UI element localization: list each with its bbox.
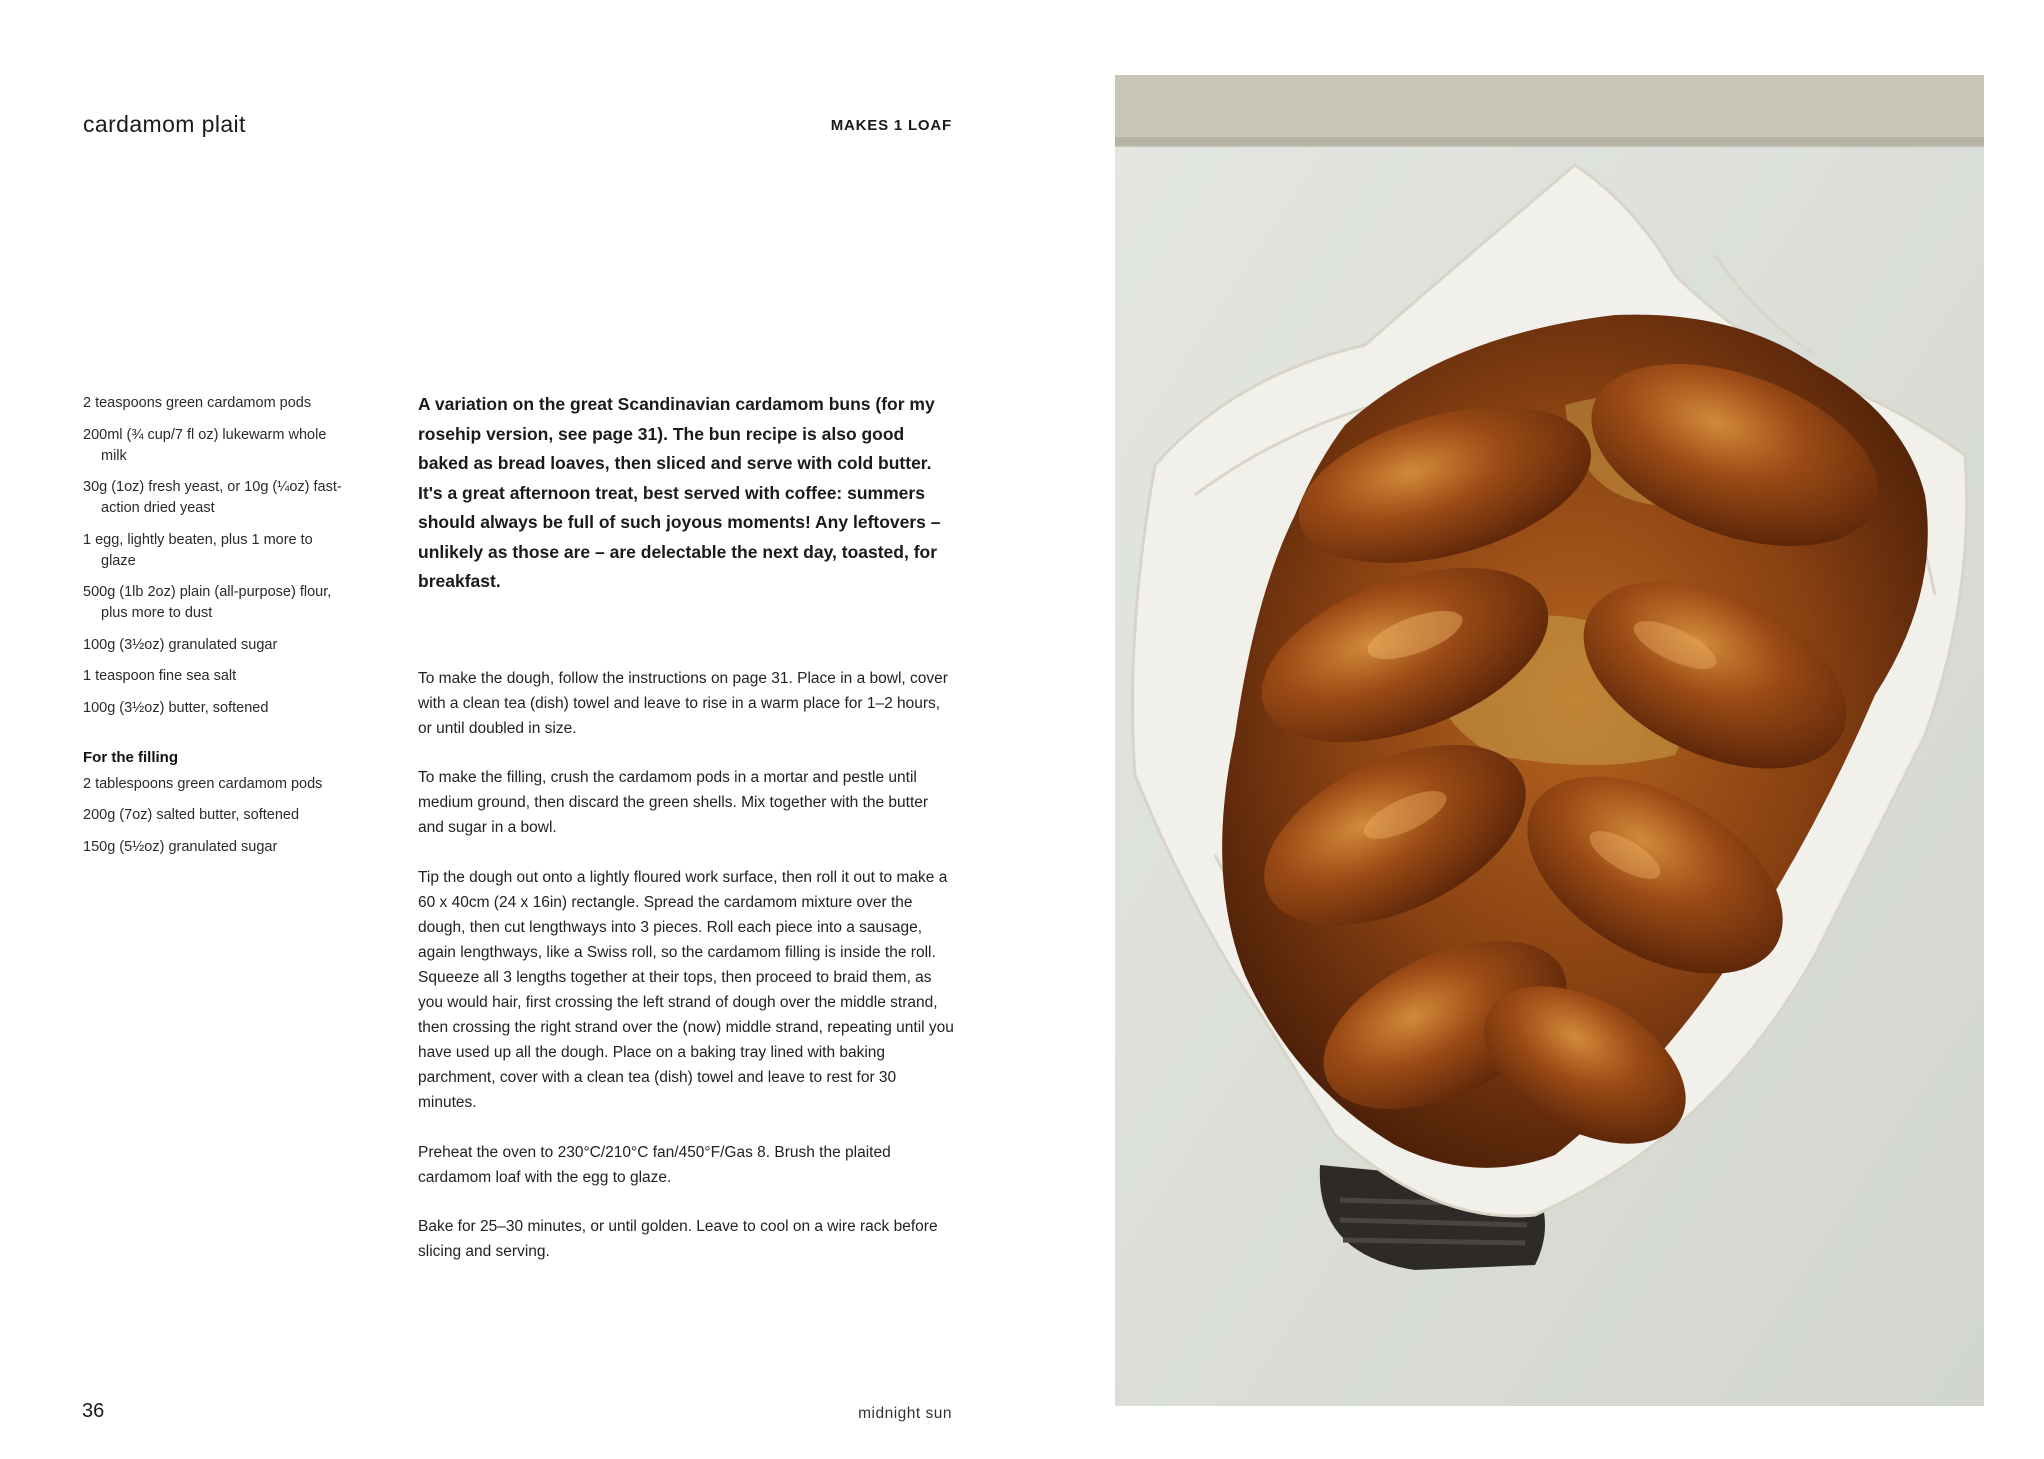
method-column: [418, 666, 958, 1288]
ingredients-column: [83, 393, 343, 868]
recipe-title: cardamom plait: [83, 111, 246, 137]
filling-list: [83, 774, 343, 858]
method-step: Bake for 25–30 minutes, or until golden. Leave to cool on a wire rack before slicing and serving.: [418, 1217, 938, 1260]
filling-item: 150g (5½oz) granulated sugar: [83, 838, 278, 855]
intro-paragraph: A variation on the great Scandinavian cardamom buns (for my rosehip version, see page 31). The bun recipe is also good baked as bread loaves, then sliced and serve with cold butter. It's a great afternoon treat, best served with coffee: summers should always be full of such joyous moments! Any leftovers – unlikely as those are – are delectable the next day, toasted, for breakfast.: [418, 394, 941, 591]
filling-item: 200g (7oz) salted butter, softened: [83, 807, 300, 823]
ingredient-item: 500g (1lb 2oz) plain (all-purpose) flour, plus more to dust: [83, 584, 332, 621]
ingredient-list: [83, 393, 343, 719]
chapter-footer: midnight sun: [858, 1405, 952, 1422]
loaf-illustration: [1115, 75, 1984, 1406]
method-step: To make the dough, follow the instructions on page 31. Place in a bowl, cover with a clean tea (dish) towel and leave to rise in a warm place for 1–2 hours, or until doubled in size.: [418, 670, 948, 738]
method-step: To make the filling, crush the cardamom pods in a mortar and pestle until medium ground, then discard the green shells. Mix together with the butter and sugar in a bowl.: [418, 769, 929, 837]
filling-item: 2 tablespoons green cardamom pods: [83, 775, 323, 792]
page-number: 36: [82, 1400, 105, 1422]
ingredient-item: 30g (1oz) fresh yeast, or 10g (¼oz) fast-action dried yeast: [83, 479, 342, 516]
ingredient-item: 1 egg, lightly beaten, plus 1 more to glaze: [83, 531, 313, 569]
loaf-photo: [1115, 75, 1984, 1406]
ingredient-item: 100g (3½oz) granulated sugar: [83, 636, 278, 653]
ingredient-item: 2 teaspoons green cardamom pods: [83, 395, 312, 411]
filling-heading: For the filling: [83, 748, 178, 766]
ingredient-item: 100g (3½oz) butter, softened: [83, 699, 269, 716]
method-step: Preheat the oven to 230°C/210°C fan/450°F/Gas 8. Brush the plaited cardamom loaf with the egg to glaze.: [418, 1143, 891, 1186]
recipe-yield: MAKES 1 LOAF: [830, 117, 952, 134]
tray-rim: [1115, 75, 1984, 145]
method-step: Tip the dough out onto a lightly floured work surface, then roll it out to make a 60 x 40cm (24 x 16in) rectangle. Spread the cardamom mixture over the dough, then cut lengthways into 3 pieces. Roll each piece into a sausage, again lengthways, like a Swiss roll, so the cardamom filling is inside the roll. Squeeze all 3 lengths together at their tops, then proceed to braid them, as you would hair, first crossing the left strand of dough over the middle strand, then crossing the right strand over the (now) middle strand, repeating until you have used up all the dough. Place on a baking tray lined with baking parchment, cover with a clean tea (dish) towel and leave to rest for 30 minutes.: [418, 868, 954, 1112]
ingredient-item: 200ml (¾ cup/7 fl oz) lukewarm whole milk: [83, 426, 327, 464]
tray-rim-shadow: [1115, 137, 1984, 147]
ingredient-item: 1 teaspoon fine sea salt: [83, 668, 237, 684]
